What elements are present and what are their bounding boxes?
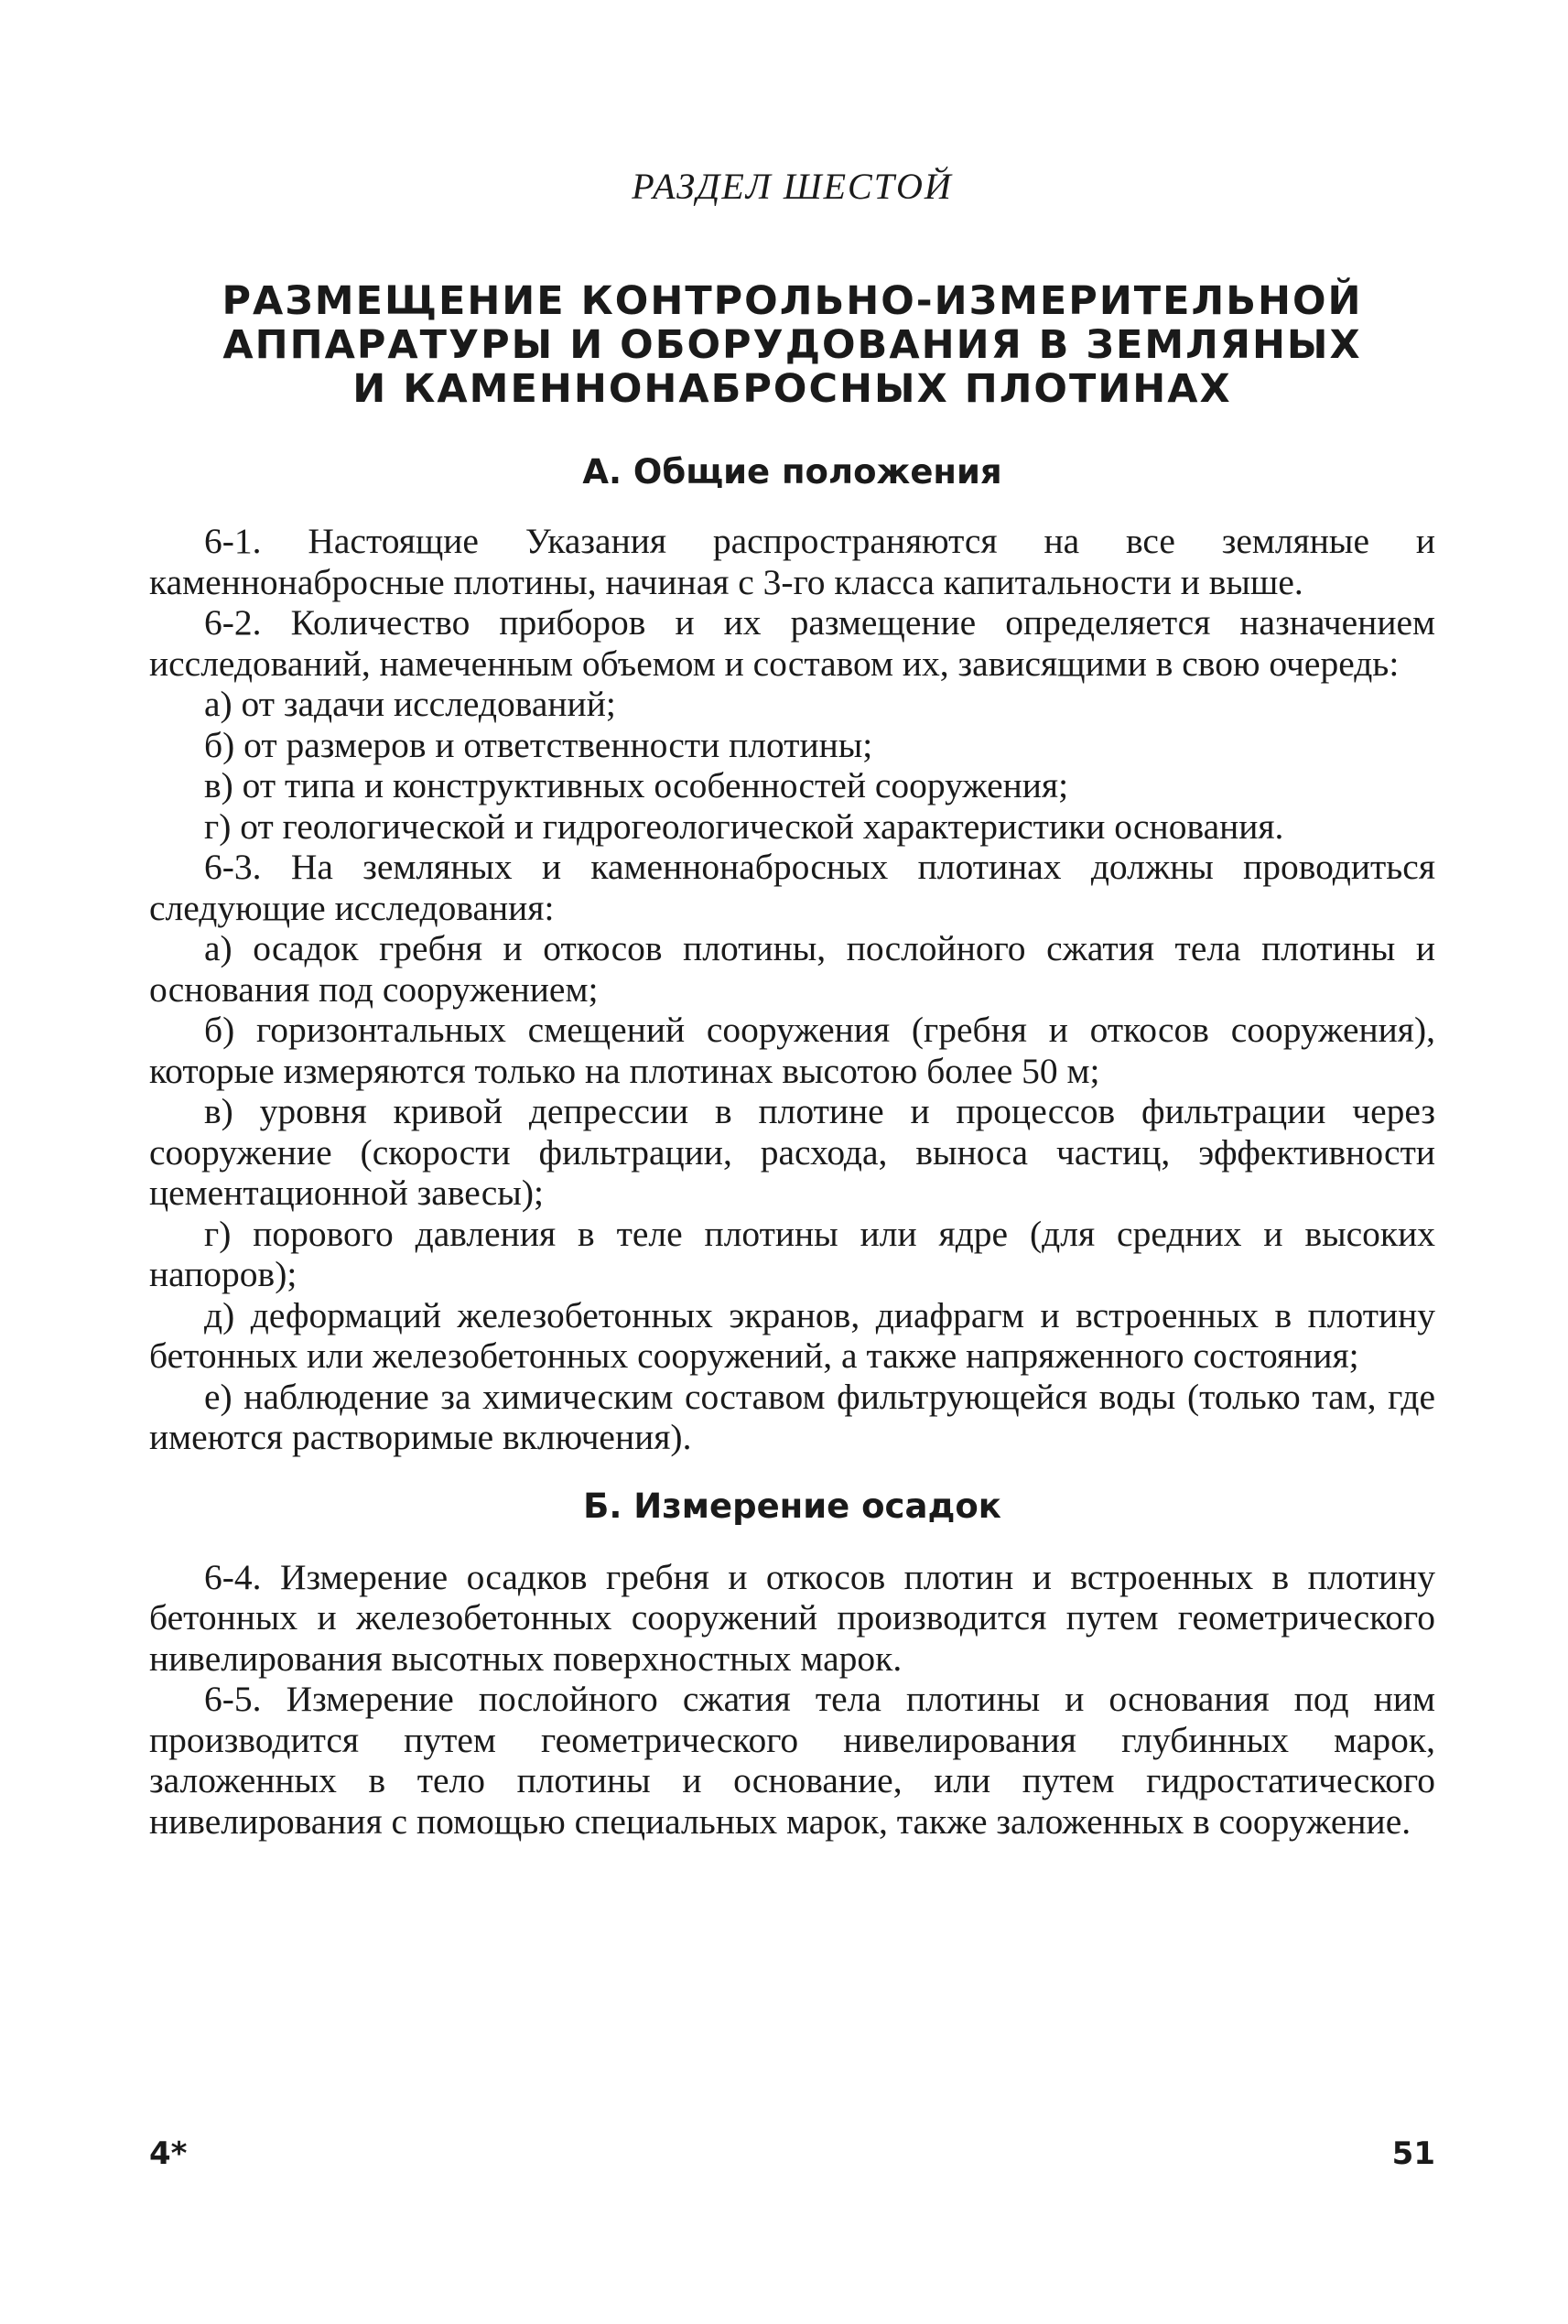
page-title xyxy=(149,279,1435,411)
subsection-heading-a: А. Общие положения xyxy=(582,452,1002,492)
subsection-heading-b: Б. Измерение осадок xyxy=(583,1486,1001,1526)
list-item: а) от задачи исследований; xyxy=(204,684,616,724)
paragraph: 6-2. Количество приборов и их размещение определяется назначением исследований, намеченным объемом и составом их, зависящими в свою очередь: xyxy=(149,602,1435,684)
list-item: б) горизонтальных смещений сооружения (гребня и откосов сооружения), которые измеряются только на плотинах высотою более 50 м; xyxy=(149,1010,1435,1091)
paragraph: 6-3. На земляных и каменнонабросных плотинах должны проводиться следующие исследования: xyxy=(149,847,1435,928)
paragraph: 6-4. Измерение осадков гребня и откосов плотин и встроенных в плотину бетонных и железобетонных сооружений производится путем геометрического нивелирования высотных поверхностных марок. xyxy=(149,1556,1435,1679)
paragraph: 6-5. Измерение послойного сжатия тела плотины и основания под ним производится путем геометрического нивелирования глубинных марок, заложенных в тело плотины и основание, или путем гидростатического нивелирования с помощью специальных марок, также заложенных в сооружение. xyxy=(149,1679,1435,1842)
page-number: 51 xyxy=(1391,2135,1435,2172)
title-line: РАЗМЕЩЕНИЕ КОНТРОЛЬНО-ИЗМЕРИТЕЛЬНОЙ xyxy=(222,278,1363,324)
list-item: а) осадок гребня и откосов плотины, послойного сжатия тела плотины и основания под сооружением; xyxy=(149,928,1435,1010)
paragraph: 6-1. Настоящие Указания распространяются на все земляные и каменнонабросные плотины, начиная с 3-го класса капитальности и выше. xyxy=(149,521,1435,602)
list-item: д) деформаций железобетонных экранов, диафрагм и встроенных в плотину бетонных или железобетонных сооружений, а также напряженного состояния; xyxy=(149,1294,1435,1376)
signature-mark: 4* xyxy=(149,2135,188,2172)
list-item: б) от размеров и ответственности плотины; xyxy=(204,724,873,765)
list-item: в) от типа и конструктивных особенностей сооружения; xyxy=(204,765,1069,805)
page xyxy=(149,165,1435,1842)
list-item: е) наблюдение за химическим составом фильтрующейся воды (только там, где имеются растворимые включения). xyxy=(149,1376,1435,1457)
title-line: И КАМЕННОНАБРОСНЫХ ПЛОТИНАХ xyxy=(352,366,1232,412)
list-item: г) порового давления в теле плотины или ядре (для средних и высоких напоров); xyxy=(149,1213,1435,1294)
list-item: г) от геологической и гидрогеологической характеристики основания. xyxy=(204,805,1284,847)
section-label: РАЗДЕЛ ШЕСТОЙ xyxy=(632,166,953,207)
list-item: в) уровня кривой депрессии в плотине и процессов фильтрации через сооружение (скорости фильтрации, расхода, выноса частиц, эффективности цементационной завесы); xyxy=(149,1091,1435,1213)
title-line: АППАРАТУРЫ И ОБОРУДОВАНИЯ В ЗЕМЛЯНЫХ xyxy=(222,322,1362,368)
